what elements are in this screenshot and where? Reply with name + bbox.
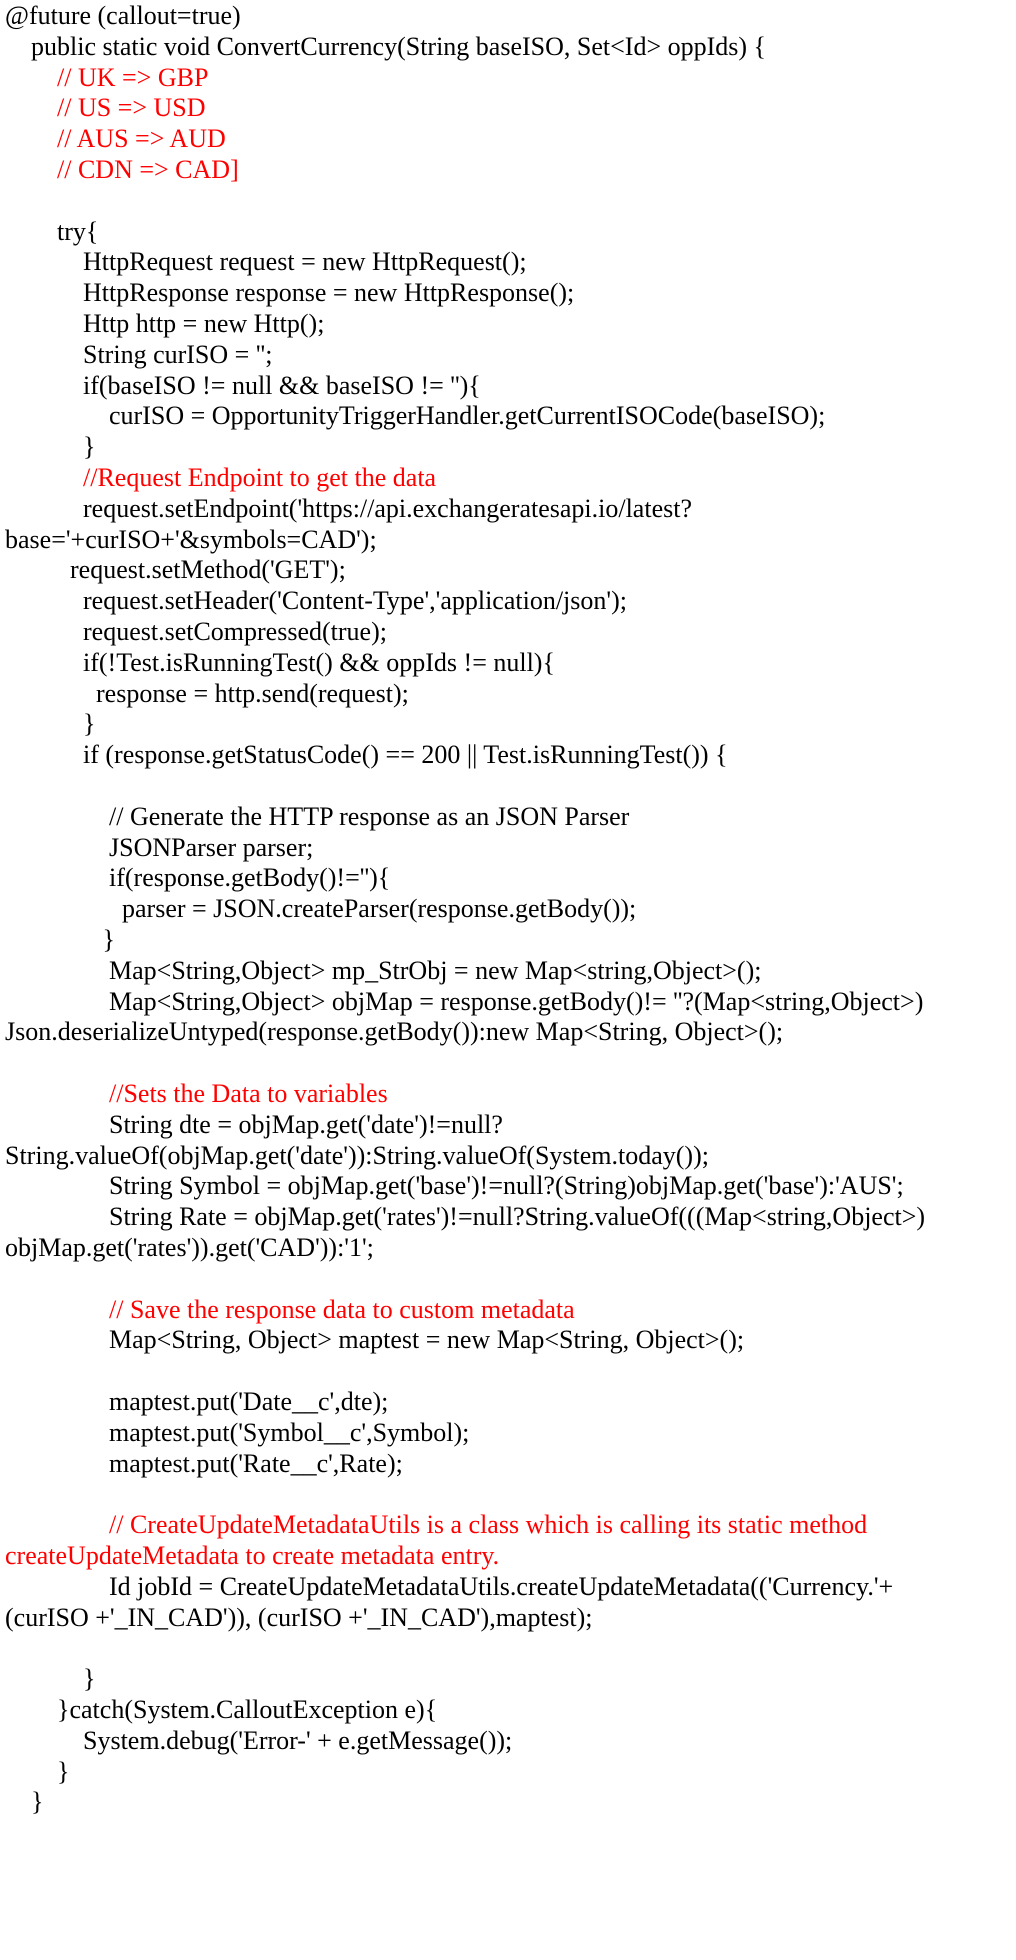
comment-line: // Save the response data to custom metadata bbox=[5, 1294, 575, 1324]
comment-line: // AUS => AUD bbox=[5, 124, 226, 154]
code-line: String dte = objMap.get('date')!=null? bbox=[5, 1109, 503, 1139]
code-line: request.setEndpoint('https://api.exchangeratesapi.io/latest? bbox=[5, 493, 692, 523]
code-line: if(response.getBody()!=''){ bbox=[5, 863, 391, 893]
code-line: } bbox=[5, 1664, 96, 1694]
comment-line: // CreateUpdateMetadataUtils is a class which is calling its static method bbox=[5, 1510, 868, 1540]
code-line: Id jobId = CreateUpdateMetadataUtils.createUpdateMetadata(('Currency.'+ bbox=[5, 1571, 894, 1601]
code-line: request.setHeader('Content-Type','application/json'); bbox=[5, 586, 627, 616]
code-line: maptest.put('Symbol__c',Symbol); bbox=[5, 1417, 470, 1447]
code-line: response = http.send(request); bbox=[5, 678, 409, 708]
code-line: parser = JSON.createParser(response.getBody()); bbox=[5, 894, 637, 924]
code-line: base='+curISO+'&symbols=CAD'); bbox=[5, 524, 377, 554]
code-line: Json.deserializeUntyped(response.getBody()):new Map<String, Object>(); bbox=[5, 1017, 784, 1047]
code-line: System.debug('Error-' + e.getMessage()); bbox=[5, 1725, 513, 1755]
comment-line: createUpdateMetadata to create metadata entry. bbox=[5, 1541, 500, 1570]
comment-line: // UK => GBP bbox=[5, 62, 209, 92]
code-line: String.valueOf(objMap.get('date')):String.valueOf(System.today()); bbox=[5, 1140, 709, 1170]
code-line: HttpResponse response = new HttpResponse(); bbox=[5, 278, 575, 308]
code-line: public static void ConvertCurrency(String baseISO, Set<Id> oppIds) { bbox=[5, 31, 767, 61]
code-line: request.setCompressed(true); bbox=[5, 617, 387, 646]
code-line: Http http = new Http(); bbox=[5, 309, 325, 338]
code-line: // Generate the HTTP response as an JSON Parser bbox=[5, 801, 630, 831]
comment-line: // US => USD bbox=[5, 93, 206, 123]
code-line: } bbox=[5, 1787, 44, 1817]
code-line: (curISO +'_IN_CAD')), (curISO +'_IN_CAD'),maptest); bbox=[5, 1602, 593, 1632]
code-line: Map<String, Object> maptest = new Map<String, Object>(); bbox=[5, 1325, 745, 1355]
code-line: @future (callout=true) bbox=[5, 1, 241, 30]
code-line: if(baseISO != null && baseISO != ''){ bbox=[5, 370, 481, 400]
code-line: if(!Test.isRunningTest() && oppIds != null){ bbox=[5, 647, 555, 677]
code-line: } bbox=[5, 1756, 70, 1786]
code-line: } bbox=[5, 432, 96, 462]
code-line: String Rate = objMap.get('rates')!=null?String.valueOf(((Map<string,Object>) bbox=[5, 1202, 926, 1232]
code-line: request.setMethod('GET'); bbox=[5, 555, 346, 585]
code-line: } bbox=[5, 925, 115, 954]
code-line: HttpRequest request = new HttpRequest(); bbox=[5, 247, 527, 277]
code-line: String curISO = ''; bbox=[5, 339, 273, 369]
code-line: try{ bbox=[5, 216, 99, 246]
code-line: Map<String,Object> objMap = response.getBody()!= ''?(Map<string,Object>) bbox=[5, 986, 924, 1016]
code-line: }catch(System.CalloutException e){ bbox=[5, 1695, 438, 1724]
code-line: if (response.getStatusCode() == 200 || Test.isRunningTest()) { bbox=[5, 740, 728, 770]
code-line: Map<String,Object> mp_StrObj = new Map<string,Object>(); bbox=[5, 955, 762, 985]
code-line: maptest.put('Rate__c',Rate); bbox=[5, 1448, 403, 1478]
code-line: String Symbol = objMap.get('base')!=null?(String)objMap.get('base'):'AUS'; bbox=[5, 1171, 904, 1201]
comment-line: //Sets the Data to variables bbox=[5, 1079, 388, 1108]
code-line: } bbox=[5, 709, 96, 739]
comment-line: //Request Endpoint to get the data bbox=[5, 463, 437, 492]
code-line: objMap.get('rates')).get('CAD')):'1'; bbox=[5, 1233, 374, 1262]
code-line: maptest.put('Date__c',dte); bbox=[5, 1387, 389, 1416]
comment-line: // CDN => CAD] bbox=[5, 155, 239, 184]
code-line: JSONParser parser; bbox=[5, 832, 314, 862]
code-line: curISO = OpportunityTriggerHandler.getCurrentISOCode(baseISO); bbox=[5, 401, 826, 431]
